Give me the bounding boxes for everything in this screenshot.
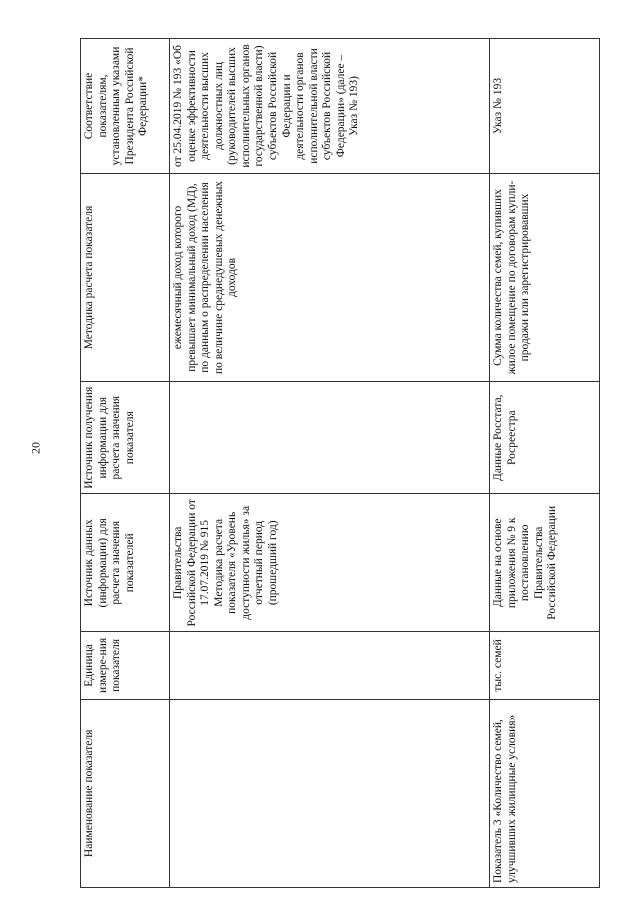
cell-source-doc: Данные на основе приложения № 9 к постановлению Правительства Российской Федерации [490,494,600,632]
header-unit: Единица измере-ния показателя [81,632,170,699]
cell-source-doc: Правительства Российской Федерации от 17.07.2019 № 915 Методика расчета показателя «Уровень доступности жилья» за отчетный период (прошедший год) [170,494,490,632]
indicator-table-rotated [80,38,600,888]
cell-decree: Указ № 193 [490,39,600,174]
table-row [490,39,600,888]
header-source-get: Источник получения информации для расчета значения показателя [81,382,170,494]
header-decree: Соответствие показателям, установленным указами Президента Российской Федерации* [81,39,170,174]
cell-method: Сумма количества семей, купивших жилое помещение по договорам купли-продажи или зарегистрировавших [490,173,600,381]
cell-unit [170,632,490,699]
cell-name [170,699,490,887]
table-header-row [81,39,170,888]
cell-name: Показатель 3 «Количество семей, улучшивших жилищные условия» [490,699,600,887]
page-number: 20 [28,442,43,454]
cell-source-get [170,382,490,494]
table-row [170,39,490,888]
cell-source-get: Данные Росстата, Росреестра [490,382,600,494]
header-name: Наименование показателя [81,699,170,887]
header-source-doc: Источник данных (информации) для расчета значения показателей [81,494,170,632]
header-method: Методика расчета показателя [81,173,170,381]
cell-method: ежемесячный доход которого превышает минимальный доход (МД), по данным о распределении населения по величине среднедушевых денежных доходов [170,173,490,381]
indicator-table [80,38,600,888]
cell-decree: от 25.04.2019 № 193 «Об оценке эффективности деятельности высших должностных лиц (руководителей высших исполнительных органов государственной власти) субъектов Российской Федерации и деятельности органов исполнительной власти субъектов Российской Федерации» (далее – Указ № 193) [170,39,490,174]
cell-unit: тыс. семей [490,632,600,699]
